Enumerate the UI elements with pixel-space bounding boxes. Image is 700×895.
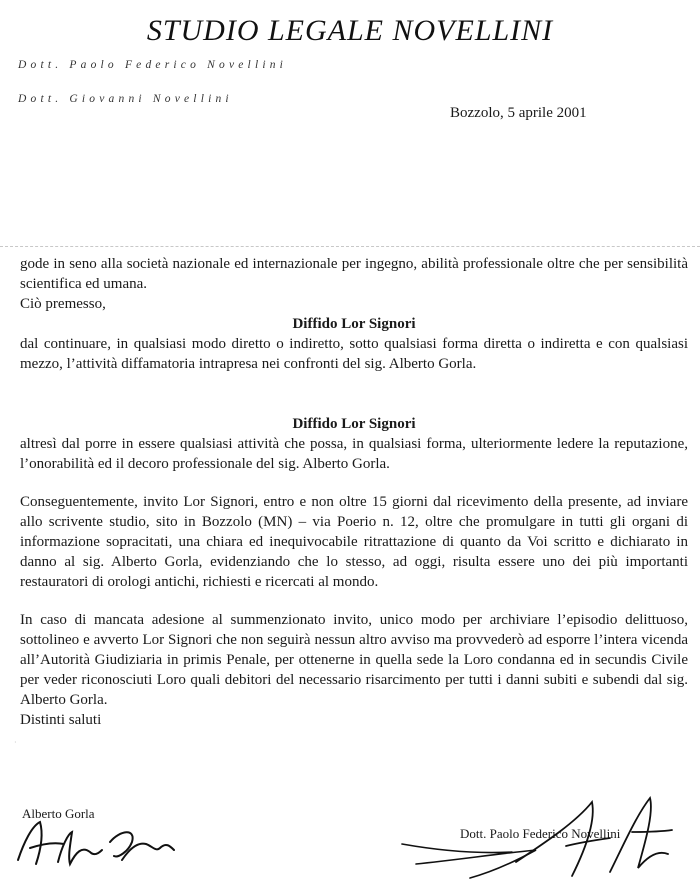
paragraph-3: dal continuare, in qualsiasi modo diretto o indiretto, sotto qualsiasi forma diretta o indiretta e con qualsiasi mezzo, l’attività diffamatoria intrapresa nei confronti del sig. Alberto Gorla. [20, 336, 688, 372]
signer-name-right: Dott. Paolo Federico Novellini [460, 826, 621, 841]
paragraph-5: Conseguentemente, invito Lor Signori, entro e non oltre 15 giorni dal ricevimento della presente, ad inviare allo scrivente studio, sito in Bozzolo (MN) – via Poerio n. 12, oltre che promulgare in tutti gli organi di informazione sopracitati, una chiara ed inequivocabile ritrattazione di quanto da Voi scritto e dichiarato in danno al sig. Alberto Gorla, evidenziando che lo stesso, ad oggi, risulta essere uno dei più importanti restauratori di orologi antichi, richiesti e ricercati al mondo. [20, 494, 688, 590]
paragraph-4: altresì dal porre in essere qualsiasi attività che possa, in qualsiasi forma, ulteriormente ledere la reputazione, l’onorabilità ed il decoro professionale del sig. Alberto Gorla. [20, 436, 688, 472]
lawyer-name-2: Dott. Giovanni Novellini [18, 93, 233, 105]
faint-mark: · [14, 738, 17, 747]
closing-line: Distinti saluti [20, 712, 102, 728]
heading-diffido-2: Diffido Lor Signori [292, 416, 416, 432]
spacer [20, 592, 688, 610]
paragraph-2: Ciò premesso, [20, 296, 106, 312]
date-line: Bozzolo, 5 aprile 2001 [450, 105, 587, 121]
handwritten-signature-left [10, 812, 180, 872]
signer-name-left: Alberto Gorla [22, 806, 95, 821]
letterhead-title: STUDIO LEGALE NOVELLINI [146, 14, 554, 47]
spacer [20, 474, 688, 492]
spacer [20, 374, 688, 394]
handwritten-signature-right [396, 792, 686, 882]
paragraph-1: gode in seno alla società nazionale ed internazionale per ingegno, abilità professionale oltre che per sensibilità scientifica ed umana. [20, 256, 688, 292]
letter-body [20, 254, 688, 730]
paragraph-6: In caso di mancata adesione al summenzionato invito, unico modo per archiviare l’episodio delittuoso, sottolineo e avverto Lor Signori che non seguirà nessun altro avviso ma provvederò ad esporre l’intera vicenda all’Autorità Giudiziaria in primis Penale, per ottenerne in quella sede la Loro condanna ed in secundis Civile per veder riconosciuti Loro quali debitori del necessario risarcimento per tutti i danni subiti e subendi dal sig. Alberto Gorla. [20, 612, 688, 708]
heading-diffido-1: Diffido Lor Signori [292, 316, 416, 332]
page-break-line [0, 246, 700, 247]
lawyer-name-1: Dott. Paolo Federico Novellini [18, 59, 288, 71]
spacer [20, 394, 688, 414]
